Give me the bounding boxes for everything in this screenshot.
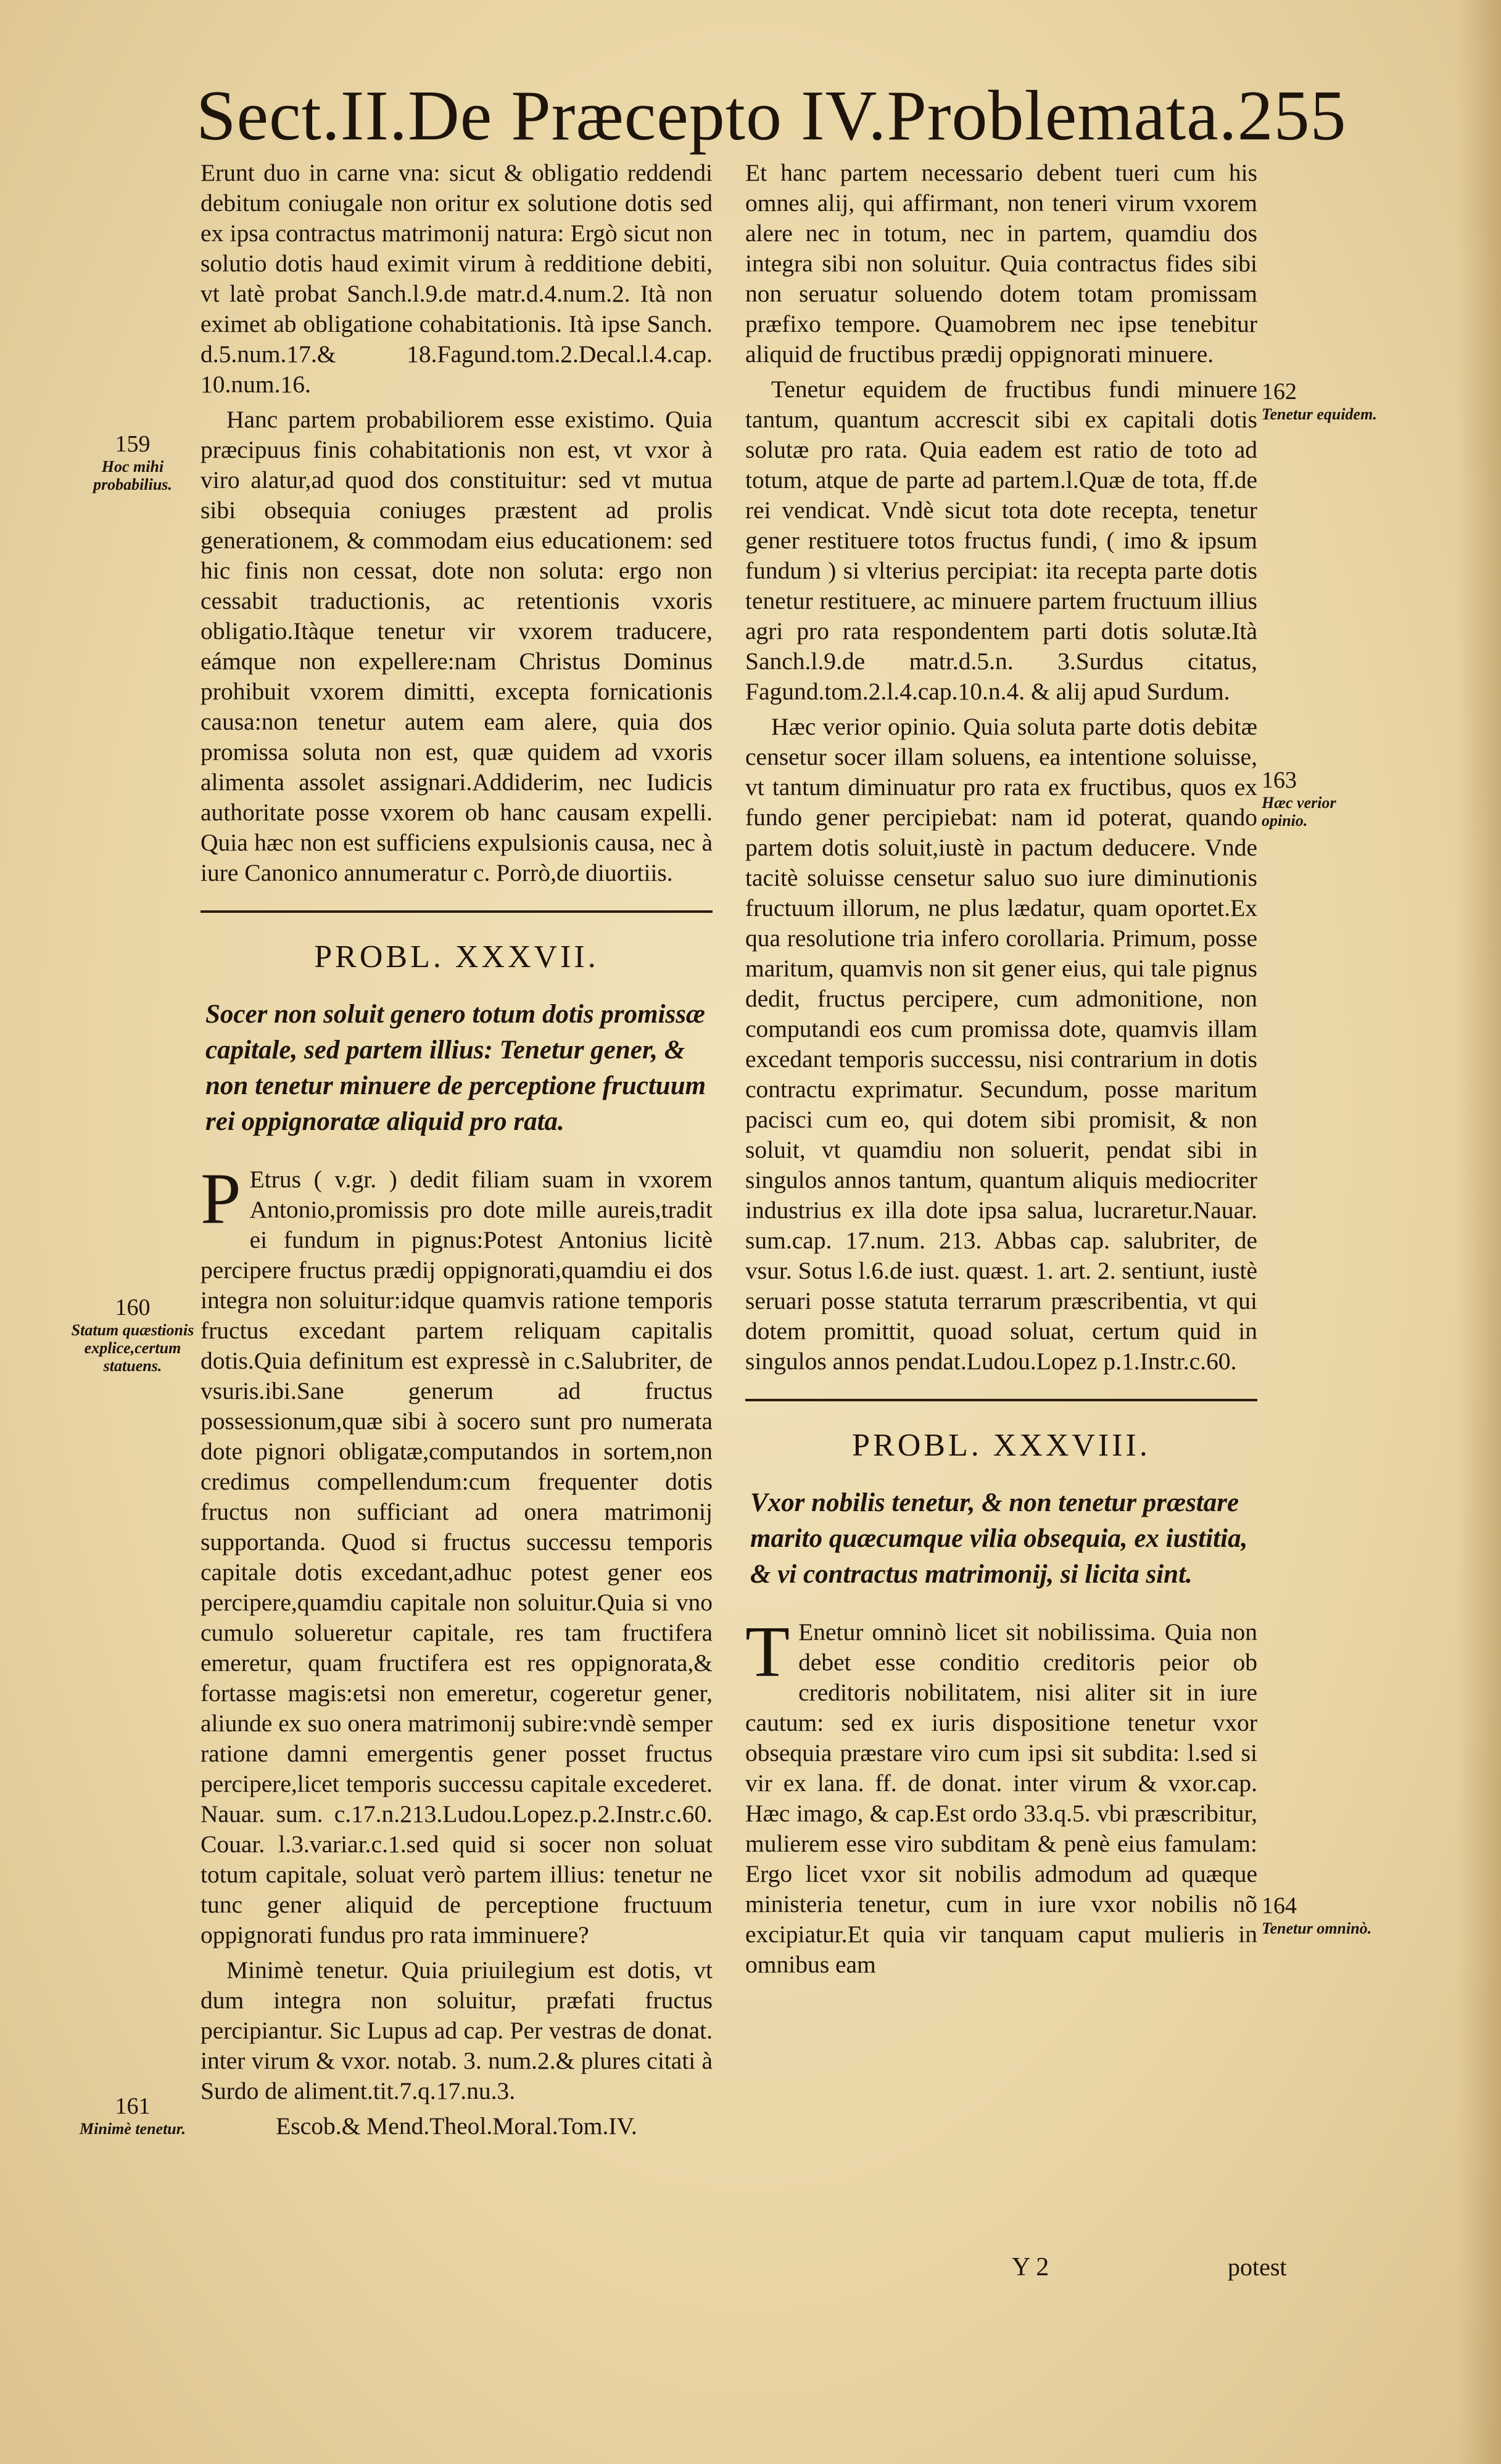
probl-37-title: PROBL. XXXVII. <box>314 939 599 974</box>
margin-note-160 <box>71 1295 194 1375</box>
left-para-3 <box>201 1158 713 1950</box>
margin-note-163 <box>1262 768 1385 830</box>
margin-note-159 <box>71 432 194 493</box>
right-para-4 <box>745 1611 1257 1980</box>
margin-note-number: 162 <box>1262 379 1297 405</box>
dropcap-p: P <box>201 1158 241 1239</box>
margin-note-number: 159 <box>115 431 151 457</box>
right-para-1: Et hanc partem necessario debent tueri cum his omnes alij, qui affirmant, non teneri virum vxorem alere nec in totum, nec in partem, quamdiu dos integra sibi non soluitur. Quia contractus fides sibi non seruatur soluendo dotem totam promissam præfixo tempore. Quamobrem nec ipse tenebitur aliquid de fructibus prædij oppignorati minuere. <box>745 159 1257 368</box>
left-para-4: Minimè tenetur. Quia priuilegium est dotis, vt dum integra non soluitur, præfati fructus percipiantur. Sic Lupus ad cap. Per vestras de donat. inter virum & vxor. notab. 3. num.2.& plures citati à Surdo de aliment.tit.7.q.17.nu.3. <box>201 1956 713 2104</box>
probl-37-summary: Socer non soluit genero totum dotis promissæ capitale, sed partem illius: Tenetur gener, & non tenetur minuere de perceptione fructuum rei oppignoratæ aliquid pro rata. <box>205 1000 706 1136</box>
running-header: Sect.II.De Præcepto IV.Problemata.255 <box>196 76 1347 155</box>
right-para-2: Tenetur equidem de fructibus fundi minuere tantum, quantum accrescit sibi ex capitali dotis solutæ pro rata. Quia eadem est ratio de toto ad totum, atque de parte ad partem.l.Quæ de tota, ff.de rei vendicat. Vndè sicut tota dote recepta, tenetur gener restituere totos fructus fundi, ( imo & ipsum fundum ) si vlterius percipiat: ita recepta parte dotis tenetur restituere, ac minuere partem fructuum illius agri pro rata respondentem parti dotis solutæ.Ità Sanch.l.9.de matr.d.5.n. 3.Surdus citatus, Fagund.tom.2.l.4.cap.10.n.4. & alij apud Surdum. <box>745 376 1257 705</box>
catchword: potest <box>1228 2253 1287 2281</box>
footer-signature-line: Escob.& Mend.Theol.Moral.Tom.IV. <box>276 2112 637 2140</box>
dropcap-t: T <box>745 1611 790 1692</box>
margin-note-text: Tenetur equidem. <box>1262 405 1377 423</box>
margin-note-text: Minimè tenetur. <box>80 2120 186 2138</box>
section-divider <box>201 910 713 913</box>
margin-note-number: 163 <box>1262 767 1297 793</box>
margin-note-text: Hæc verior opinio. <box>1262 794 1336 830</box>
margin-note-number: 161 <box>115 2093 151 2119</box>
margin-note-162 <box>1262 379 1385 423</box>
section-divider-right <box>745 1399 1257 1401</box>
left-para-1: Erunt duo in carne vna: sicut & obligatio reddendi debitum coniugale non oritur ex solutione dotis sed ex ipsa contractus matrimonij natura: Ergò sicut non solutio dotis haud eximit virum à redditione debiti, vt latè probat Sanch.l.9.de matr.d.4.num.2. Ità non eximet ab obligatione cohabitationis. Ità ipse Sanch. d.5.num.17.& 18.Fagund.tom.2.Decal.l.4.cap. 10.num.16. <box>201 159 713 398</box>
left-para-2: Hanc partem probabiliorem esse existimo. Quia præcipuus finis cohabitationis non est, vt vxor à viro alatur,ad quod dos constituitur: sed vt mutua sibi obsequia coniuges præstent ad prolis generationem, & commodam eius educationem: sed hic finis non cessat, dote non soluta: ergo non cessabit traductionis, ac retentionis vxoris obligatio.Itàque tenetur vir vxorem traducere, eámque non expellere:nam Christus Dominus prohibuit vxorem dimitti, excepta fornicationis causa:non tenetur autem eam alere, quia dos promissa soluta non est, quæ quidem ad vxoris alimenta assolet assignari.Addiderim, nec Iudicis authoritate posse vxorem ob hanc causam expelli. Quia hæc non est sufficiens expulsionis causa, nec à iure Canonico annumeratur c. Porrò,de diuortiis. <box>201 406 713 886</box>
margin-note-number: 160 <box>115 1295 151 1321</box>
margin-note-text: Hoc mihi probabilius. <box>93 458 172 493</box>
probl-38-summary: Vxor nobilis tenetur, & non tenetur præstare marito quæcumque vilia obsequia, ex iustitia, & vi contractus matrimonij, si licita sint. <box>750 1488 1248 1589</box>
margin-note-161 <box>71 2094 194 2138</box>
margin-note-number: 164 <box>1262 1893 1297 1919</box>
margin-note-164 <box>1262 1893 1385 1937</box>
left-column <box>201 158 713 2146</box>
left-para-3-text: Etrus ( v.gr. ) dedit filiam suam in vxorem Antonio,promissis pro dote mille aureis,tradit ei fundum in pignus:Potest Antonius licitè percipere fructus prædij oppignorati,quamdiu ei dos integra non soluitur:idque quamvis ratione temporis fructus excedant partem reliquam capitalis dotis.Quia definitum est expressè in c.Salubriter, de vsuris.ibi.Sane generum ad fructus possessionum,quæ sibi à socero sunt pro numerata dote pignori obligatæ,computandos in sortem,non credimus compellendum:cum frequenter dotis fructus non sufficiant ad onera matrimonij supportanda. Quod si fructus successu temporis capitale dotis excedant,adhuc potest gener eos percipere,quamdiu capitale non soluitur.Quia si vno cumulo solueretur capitale, res tam fructifera emeretur, quam fructifera est res oppignorata,& fortasse magis:etsi non emeretur, cogeretur gener, aliunde ex suo onera matrimonij subire:vndè semper ratione damni emergentis gener posset fructus percipere,licet temporis successu capitale excederet. Nauar. sum. c.17.n.213.Ludou.Lopez.p.2.Instr.c.60. Couar. l.3.variar.c.1.sed quid si socer non soluat totum capitale, soluat verò partem illius: tenetur ne tunc gener aliquid de perceptione fructuum oppignorati fundus pro rata imminuere? <box>201 1166 713 1948</box>
margin-note-text: Tenetur omninò. <box>1262 1919 1372 1937</box>
page-edge-shadow <box>1458 0 1501 2464</box>
right-para-4-text: Enetur omninò licet sit nobilissima. Quia non debet esse conditio creditoris peior ob creditoris nobilitatem, nisi aliter sit in iure cautum: sed ex iuris dispositione tenetur vxor obsequia præstare viro cum ipsi sit subdita: l.sed si vir ex lana. ff. de donat. inter virum & vxor.cap. Hæc imago, & cap.Est ordo 33.q.5. vbi præscribitur, mulierem esse viro subditam & penè eius famulam: Ergo licet vxor sit nobilis admodum ad quæque ministeria tenetur, cum in iure vxor nobilis nõ excipiatur.Et quia vir tanquam caput mulieris in omnibus eam <box>745 1618 1257 1978</box>
right-para-3: Hæc verior opinio. Quia soluta parte dotis debitæ censetur socer illam soluens, ea intentione soluisse, vt tantum diminuatur pro rata ex fructibus, quos ex fundo gener percipiebat: nam id poterat, quando partem dotis soluit,iustè in pactum deducere. Vnde tacitè soluisse censetur saluo suo iure diminutionis fructuum illorum, ne plus lædatur, quam oportet.Ex qua resolutione tria infero corollaria. Primum, posse maritum, quamvis non sit gener eius, qui tale pignus dedit, fructus percipere, cum admonitione, non computandi eos cum promissa dote, quamvis illam excedant temporis successu, nisi contrarium in dotis contractu exprimatur. Secundum, posse maritum pacisci cum eo, qui dotem sibi promisit, & non soluit, vt quamdiu non soluerit, pendat sibi in singulos annos tantum, quantum aliquis mediocriter industrius ex illa dote ipsa salua, lucraretur.Nauar. sum.cap. 17.num. 213. Abbas cap. salubriter, de vsur. Sotus l.6.de iust. quæst. 1. art. 2. sentiunt, iustè seruari posse statuta terrarum præscribentia, vt qui dotem promittit, quoad soluat, certum quid in singulos annos pendat.Ludou.Lopez p.1.Instr.c.60. <box>745 713 1257 1375</box>
signature-mark: Y 2 <box>1012 2253 1049 2281</box>
right-column <box>745 158 1257 1985</box>
probl-38-title: PROBL. XXXVIII. <box>852 1428 1151 1463</box>
margin-note-text: Statum quæstionis explice,certum statuens. <box>71 1321 194 1375</box>
